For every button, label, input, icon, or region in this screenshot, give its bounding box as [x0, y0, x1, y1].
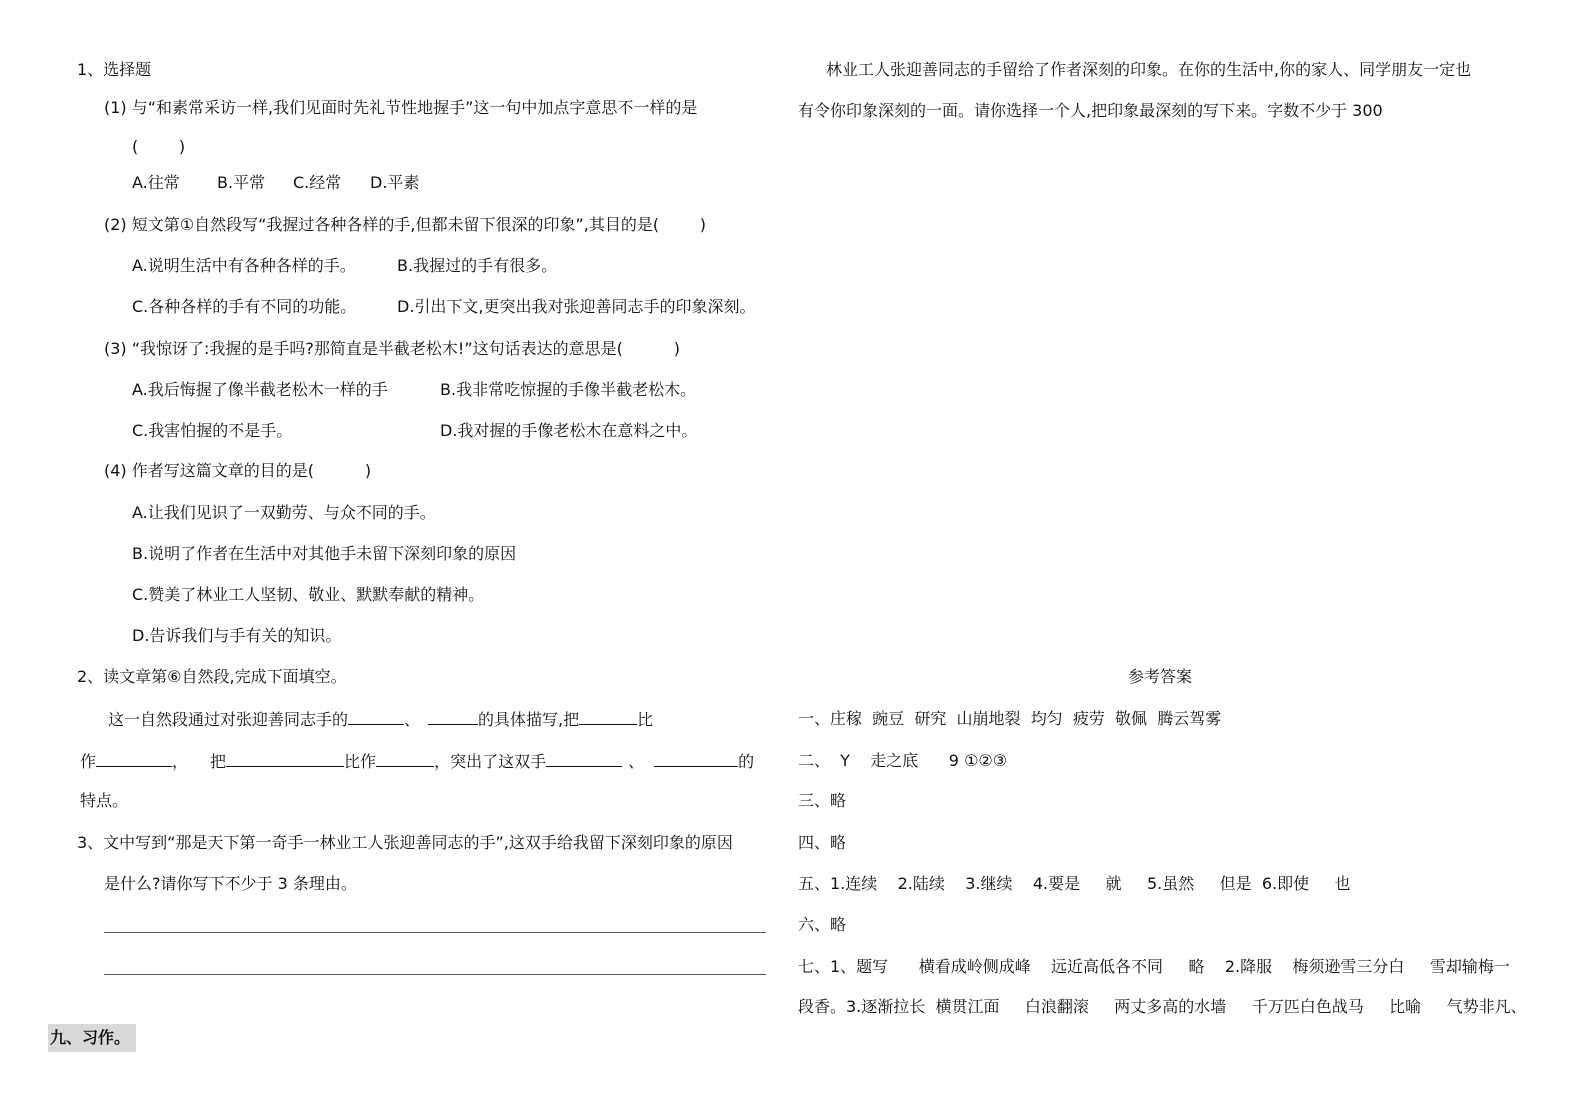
q1-1-option-b: B.平常	[217, 173, 266, 192]
answer-item: 一、庄稼 豌豆 研究 山崩地裂 均匀 疲劳 敬佩 腾云驾雾	[798, 709, 1222, 728]
q1-1-option-c: C.经常	[293, 173, 342, 192]
text: 作	[80, 752, 97, 771]
q1-title: 1、选择题	[77, 60, 152, 79]
text: 、	[628, 752, 645, 771]
fill-blank[interactable]	[654, 750, 738, 767]
answer-line[interactable]	[104, 974, 766, 975]
text: 这一自然段通过对张迎善同志手的	[108, 710, 349, 729]
q1-4-stem: (4) 作者写这篇文章的目的是( )	[104, 461, 372, 480]
fill-blank[interactable]	[579, 708, 637, 725]
fill-blank[interactable]	[96, 750, 172, 767]
answer-item: 七、1、题写 横看成岭侧成峰 远近高低各不同 略 2.降服 梅须逊雪三分白 雪却输梅一	[798, 957, 1510, 976]
text: 比作	[344, 752, 377, 771]
q1-1-answer-paren: ( )	[132, 137, 186, 156]
q1-2-option-b: B.我握过的手有很多。	[397, 256, 558, 275]
text: ，	[172, 752, 189, 771]
answer-item: 三、略	[798, 791, 847, 810]
q2-fill-line-2	[80, 750, 754, 773]
q1-1-stem: (1) 与“和素常采访一样,我们见面时先礼节性地握手”这一句中加点字意思不一样的是	[104, 98, 698, 117]
q1-4-option-b: B.说明了作者在生活中对其他手未留下深刻印象的原因	[132, 544, 517, 563]
section-9-heading: 九、习作。	[48, 1024, 136, 1052]
q1-1-option-a: A.往常	[132, 173, 180, 192]
fill-blank[interactable]	[348, 708, 404, 725]
q1-2-option-d: D.引出下文,更突出我对张迎善同志手的印象深刻。	[397, 297, 756, 316]
fill-blank[interactable]	[226, 750, 344, 767]
essay-prompt-line-2: 有令你印象深刻的一面。请你选择一个人,把印象最深刻的写下来。字数不少于 300	[798, 101, 1383, 120]
fill-blank[interactable]	[428, 708, 478, 725]
answer-item: 四、略	[798, 833, 847, 852]
q3-stem: 3、文中写到“那是天下第一奇手一林业工人张迎善同志的手”,这双手给我留下深刻印象的原因	[77, 833, 733, 852]
q1-4-option-c: C.赞美了林业工人坚韧、敬业、默默奉献的精神。	[132, 585, 485, 604]
q3-stem-cont: 是什么?请你写下不少于 3 条理由。	[104, 874, 357, 893]
text: 、	[404, 710, 421, 729]
q2-fill-line-1	[108, 708, 653, 731]
answer-item: 段香。3.逐渐拉长 横贯江面 白浪翻滚 两丈多高的水墙 千万匹白色战马 比喻 气势非凡、	[798, 997, 1527, 1016]
text: 的	[738, 752, 755, 771]
q1-3-option-a: A.我后悔握了像半截老松木一样的手	[132, 380, 388, 399]
text: ，突出了这双手	[434, 752, 547, 771]
essay-prompt-line-1: 林业工人张迎善同志的手留给了作者深刻的印象。在你的生活中,你的家人、同学朋友一定也	[826, 60, 1472, 79]
answers-title: 参考答案	[1127, 667, 1192, 686]
answer-item: 二、 Y 走之底 9 ①②③	[798, 751, 1008, 770]
q1-2-option-a: A.说明生活中有各种各样的手。	[132, 256, 356, 275]
q1-3-option-b: B.我非常吃惊握的手像半截老松木。	[440, 380, 697, 399]
q1-3-option-c: C.我害怕握的不是手。	[132, 421, 293, 440]
q1-2-stem: (2) 短文第①自然段写“我握过各种各样的手,但都未留下很深的印象”,其目的是( )	[104, 215, 707, 234]
q1-3-stem: (3) “我惊讶了:我握的是手吗?那简直是半截老松木!”这句话表达的意思是( )	[104, 339, 680, 358]
q1-4-option-a: A.让我们见识了一双勤劳、与众不同的手。	[132, 503, 436, 522]
q2-fill-line-3: 特点。	[80, 791, 129, 810]
text: 比	[637, 710, 654, 729]
text: 把	[210, 752, 227, 771]
answer-line[interactable]	[104, 932, 766, 933]
fill-blank[interactable]	[376, 750, 434, 767]
q1-4-option-d: D.告诉我们与手有关的知识。	[132, 626, 342, 645]
answer-item: 五、1.连续 2.陆续 3.继续 4.要是 就 5.虽然 但是 6.即使 也	[798, 874, 1351, 893]
q1-1-option-d: D.平素	[370, 173, 420, 192]
text: 的具体描写,把	[478, 710, 580, 729]
q2-title: 2、读文章第⑥自然段,完成下面填空。	[77, 667, 347, 686]
q1-3-option-d: D.我对握的手像老松木在意料之中。	[440, 421, 698, 440]
answer-item: 六、略	[798, 915, 847, 934]
q1-2-option-c: C.各种各样的手有不同的功能。	[132, 297, 357, 316]
fill-blank[interactable]	[546, 750, 622, 767]
